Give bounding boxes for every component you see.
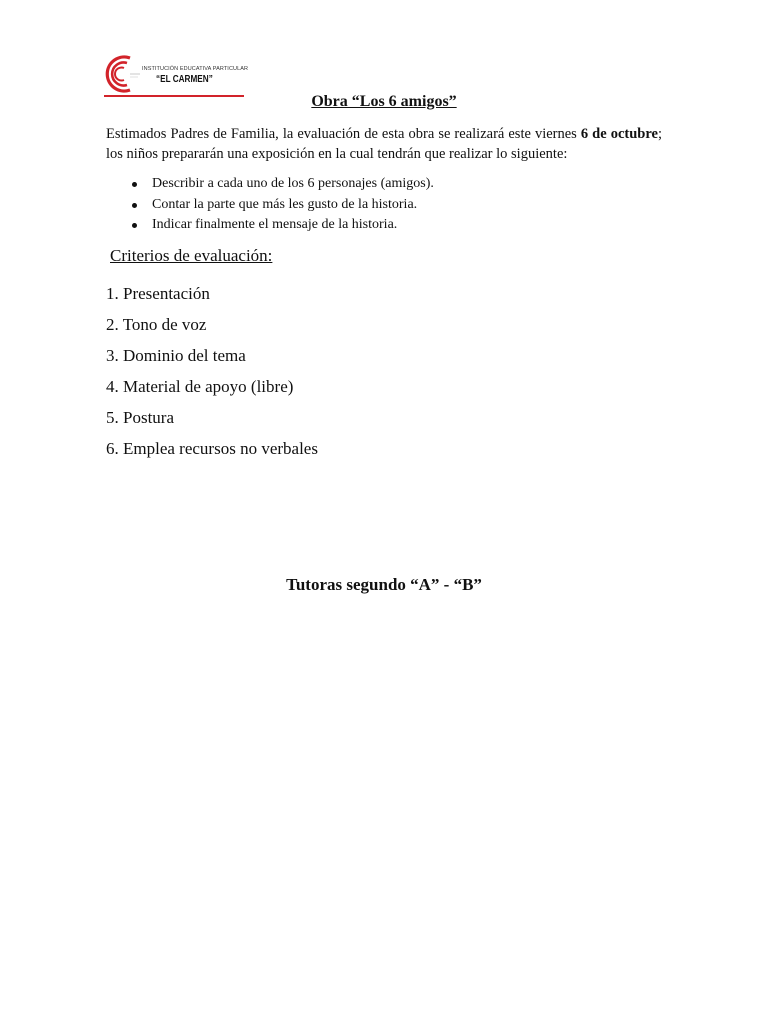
- criteria-item: 4. Material de apoyo (libre): [106, 377, 294, 396]
- letterhead: [100, 52, 249, 98]
- evaluation-date: 6 de octubre: [580, 126, 658, 142]
- task-list: [106, 174, 434, 236]
- intro-text-before: Estimados Padres de Familia, la evaluación de esta obra se realizará este viernes: [106, 126, 581, 142]
- signature-line: Tutoras segundo “A” - “B”: [286, 575, 482, 594]
- criteria-item: 1. Presentación: [106, 284, 210, 303]
- criteria-item: 2. Tono de voz: [106, 315, 207, 334]
- institution-type: INSTITUCIÓN EDUCATIVA PARTICULAR: [142, 66, 249, 72]
- document-title: Obra “Los 6 amigos”: [311, 93, 457, 110]
- intro-paragraph: [106, 124, 662, 164]
- criteria-list: [106, 278, 318, 464]
- criteria-item: 3. Dominio del tema: [106, 346, 246, 365]
- criteria-heading: Criterios de evaluación:: [110, 246, 273, 265]
- school-logo-icon: [100, 52, 142, 96]
- school-name: “EL CARMEN”: [156, 74, 213, 85]
- task-item: Indicar finalmente el mensaje de la historia.: [106, 215, 434, 236]
- task-item: Describir a cada uno de los 6 personajes (amigos).: [106, 174, 434, 195]
- criteria-item: 5. Postura: [106, 408, 174, 427]
- task-item: Contar la parte que más les gusto de la historia.: [106, 195, 434, 216]
- intro-text-after: ; los niños prepararán una exposición en la cual tendrán que realizar lo siguiente:: [106, 126, 662, 162]
- criteria-item: 6. Emplea recursos no verbales: [106, 439, 318, 458]
